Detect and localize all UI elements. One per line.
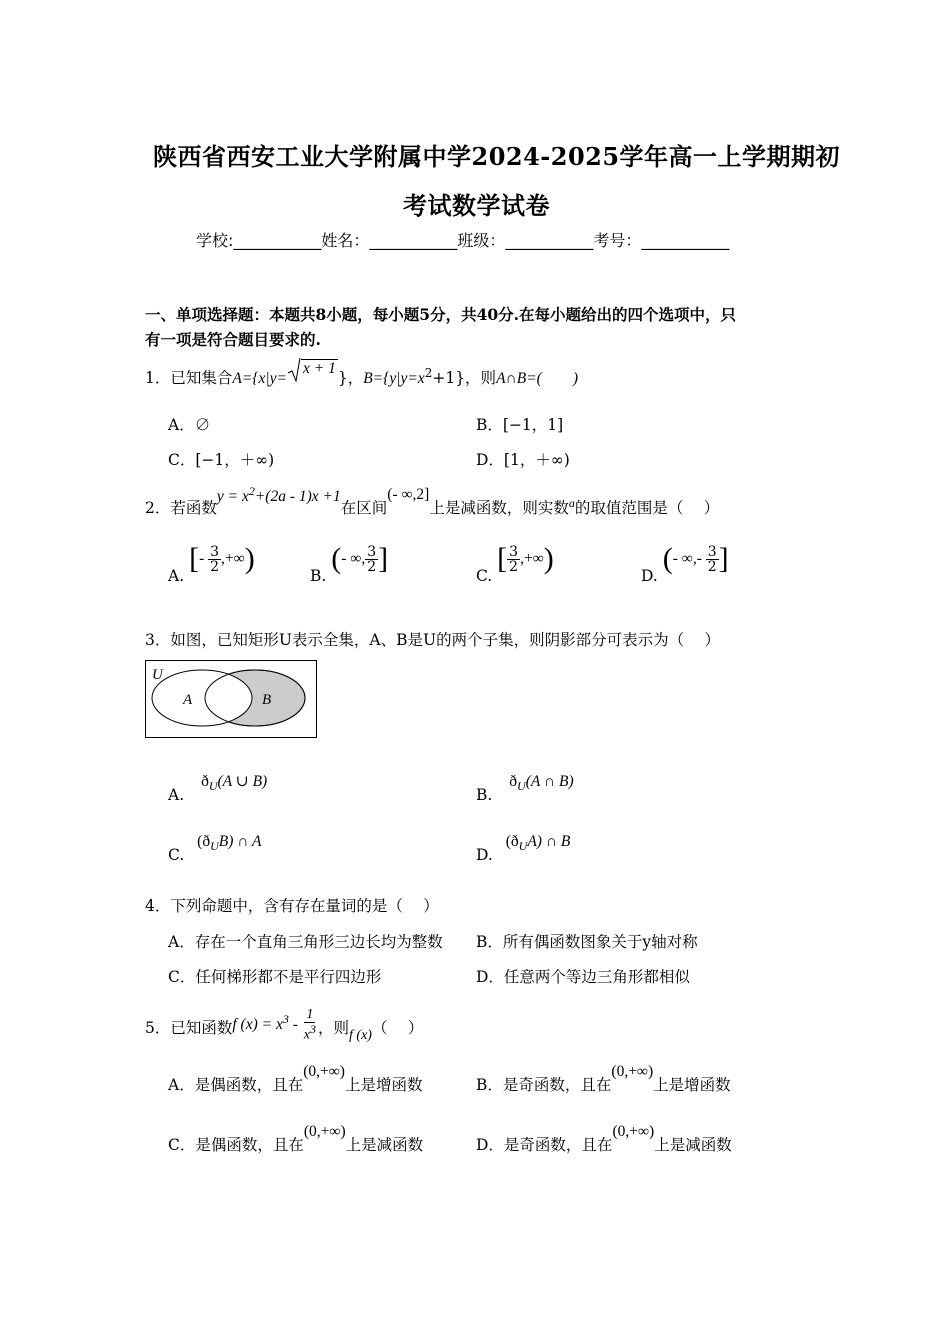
q5-d-pre: D．是奇函数，且在 xyxy=(476,1136,613,1154)
q2-d-den: 2 xyxy=(707,558,717,575)
q4-option-d[interactable]: D．任意两个等边三角形都相似 xyxy=(476,968,690,986)
q3-c-rest: B) ∩ A xyxy=(218,833,262,850)
q2-a-label: A. xyxy=(168,567,185,585)
q3-a-rest: (A ∪ B) xyxy=(217,773,268,790)
label-b: B xyxy=(262,692,272,708)
left-paren-icon: ( xyxy=(331,542,342,575)
q3-d-rest: A) ∩ B xyxy=(527,833,571,850)
q2-decreasing: 上是减函数，则实数 xyxy=(429,499,569,518)
q3-c-label: C. xyxy=(168,846,185,864)
exam-title-line2: 考试数学试卷 xyxy=(403,191,550,220)
q1-option-d[interactable]: D．[1，＋∞) xyxy=(476,451,570,469)
question-2-stem xyxy=(145,484,720,518)
q3-d-label: D. xyxy=(476,846,493,864)
q2-c-frac xyxy=(507,545,520,574)
left-bracket-icon: [ xyxy=(189,542,200,575)
q5-intro: 5．已知函数 xyxy=(145,1018,233,1037)
q5-frac-den-exp: 3 xyxy=(310,1022,316,1036)
complement-icon: (ð xyxy=(197,833,211,850)
q2-d-num: 3 xyxy=(707,543,717,560)
q5-func xyxy=(232,1007,318,1043)
q1-option-c[interactable]: C．[−1，＋∞) xyxy=(168,451,275,469)
q5-b-interval: (0,+∞) xyxy=(611,1063,654,1080)
q3-a-label: A. xyxy=(168,786,185,804)
q5-then: ，则 xyxy=(318,1018,350,1037)
q2-a-den: 2 xyxy=(210,558,220,575)
q1-sqrt xyxy=(287,360,338,388)
q2-b-num: 3 xyxy=(367,543,377,560)
q3-option-d[interactable] xyxy=(476,832,571,864)
q1-option-b[interactable]: B．[−1，1] xyxy=(476,416,564,434)
complement-icon: ð xyxy=(201,773,209,790)
q4-option-c[interactable]: C．任何梯形都不是平行四边形 xyxy=(168,968,382,986)
q5-option-d[interactable] xyxy=(476,1123,732,1155)
q2-option-c[interactable] xyxy=(476,542,554,585)
q3-option-a[interactable] xyxy=(168,772,268,804)
q5-option-c[interactable] xyxy=(168,1123,424,1155)
label-a: A xyxy=(183,692,193,708)
q2-option-d[interactable] xyxy=(641,542,729,585)
q2-intro: 2．若函数 xyxy=(145,499,217,518)
q2-a-num: 3 xyxy=(210,543,220,560)
q4-option-a[interactable]: A．存在一个直角三角形三边长均为整数 xyxy=(168,933,443,951)
q5-option-b[interactable] xyxy=(476,1063,731,1095)
section-heading-line1: 一、单项选择题：本题共8小题，每小题5分，共40分.在每小题给出的四个选项中，只 xyxy=(145,305,737,324)
question-1-stem xyxy=(145,360,578,388)
q5-func-exp: 3 xyxy=(282,1011,289,1026)
q3-option-b[interactable] xyxy=(476,772,574,804)
sqrt-radical-icon xyxy=(287,357,301,383)
q1-setB-exp: 2 xyxy=(424,366,433,380)
q1-option-a[interactable]: A．∅ xyxy=(168,416,211,434)
q5-func-mid: - xyxy=(288,1015,302,1033)
q2-ask: 的取值范围是（ ） xyxy=(574,499,720,518)
q5-ask: （ ） xyxy=(371,1018,424,1037)
q5-d-post: 上是减函数 xyxy=(654,1136,732,1154)
q1-ask: A∩B=( ) xyxy=(496,370,578,388)
q2-c-label: C. xyxy=(476,567,493,585)
q5-a-interval: (0,+∞) xyxy=(303,1063,345,1080)
q2-func-base: y = x xyxy=(216,488,249,506)
left-bracket-icon: [ xyxy=(497,542,508,575)
q1-setA-end: }， xyxy=(337,369,364,388)
question-4-stem: 4．下列命题中，含有存在量词的是（ ） xyxy=(145,897,439,915)
q2-func-exp: 2 xyxy=(248,484,255,498)
q3-b-sub: U xyxy=(517,779,526,794)
right-bracket-icon: ] xyxy=(378,542,389,575)
right-paren-icon: ) xyxy=(244,542,255,575)
q2-interval: (- ∞,2] xyxy=(387,486,430,504)
q3-b-label: B. xyxy=(476,786,493,804)
q1-sqrt-content: x + 1 xyxy=(302,360,336,378)
q3-b-rest: (A ∩ B) xyxy=(525,773,574,790)
q2-var: a xyxy=(568,496,575,511)
q5-frac xyxy=(302,1008,318,1043)
q5-b-post: 上是增函数 xyxy=(653,1076,731,1094)
q2-c-den: 2 xyxy=(509,558,519,575)
q2-a-pre: - xyxy=(199,550,209,567)
q5-frac-den: x xyxy=(303,1027,310,1043)
q1-setA: A={x|y= xyxy=(232,370,287,388)
q5-func-pre: f (x) = x xyxy=(232,1015,283,1033)
q2-c-num: 3 xyxy=(509,543,519,560)
q2-c-post: ,+∞ xyxy=(520,550,544,567)
q4-option-b[interactable]: B．所有偶函数图象关于y轴对称 xyxy=(476,933,698,951)
q3-a-sub: U xyxy=(208,779,218,794)
complement-icon: (ð xyxy=(505,833,519,850)
q5-option-a[interactable] xyxy=(168,1063,423,1095)
q2-a-post: ,+∞ xyxy=(221,550,245,567)
q2-b-frac xyxy=(365,545,378,574)
q2-func xyxy=(216,484,341,506)
q5-c-interval: (0,+∞) xyxy=(303,1123,346,1140)
q2-a-frac xyxy=(208,545,221,574)
q3-c-sub: U xyxy=(210,839,219,854)
q5-frac-num: 1 xyxy=(306,1007,314,1022)
q2-d-frac xyxy=(706,545,719,574)
q3-d-sub: U xyxy=(518,839,528,854)
right-paren-icon: ) xyxy=(543,542,554,575)
q1-intro: 1．已知集合 xyxy=(145,369,233,388)
q2-region: 在区间 xyxy=(340,499,388,518)
question-5-stem xyxy=(145,1007,424,1047)
label-u: U xyxy=(152,667,163,683)
q2-d-pre: - ∞,- xyxy=(672,550,706,567)
exam-title-line1: 陕西省西安工业大学附属中学2024-2025学年高一上学期期初 xyxy=(153,142,841,171)
q2-b-den: 2 xyxy=(367,558,377,575)
q2-func-rest: +(2a - 1)x +1 xyxy=(254,488,341,506)
student-info-line: 学校:___________姓名：___________班级：___________考号：___________ xyxy=(196,231,730,250)
q5-a-post: 上是增函数 xyxy=(344,1076,423,1094)
q5-c-post: 上是减函数 xyxy=(345,1136,424,1154)
q2-d-label: D. xyxy=(641,567,658,585)
q5-c-pre: C．是偶函数，且在 xyxy=(168,1136,304,1154)
complement-icon: ð xyxy=(509,773,518,790)
set-a-ellipse xyxy=(152,670,252,726)
q5-a-pre: A．是偶函数，且在 xyxy=(168,1076,304,1094)
q2-option-b[interactable] xyxy=(310,542,389,585)
q2-option-a[interactable] xyxy=(168,542,255,585)
section-heading-line2: 有一项是符合题目要求的. xyxy=(145,330,321,349)
q5-d-interval: (0,+∞) xyxy=(612,1123,655,1140)
q5-fx: f (x) xyxy=(349,1027,372,1043)
q1-setB: B={y|y=x xyxy=(363,370,425,388)
left-paren-icon: ( xyxy=(662,542,673,575)
q2-b-pre: - ∞, xyxy=(341,550,366,567)
q3-option-c[interactable] xyxy=(168,832,262,864)
q1-setB-end: +1}，则 xyxy=(432,369,497,388)
q5-b-pre: B．是奇函数，且在 xyxy=(476,1076,612,1094)
right-bracket-icon: ] xyxy=(718,542,729,575)
venn-diagram xyxy=(145,660,319,741)
question-3-stem: 3．如图，已知矩形U表示全集，A、B是U的两个子集，则阴影部分可表示为（ ） xyxy=(145,631,721,649)
q2-b-label: B. xyxy=(310,567,327,585)
